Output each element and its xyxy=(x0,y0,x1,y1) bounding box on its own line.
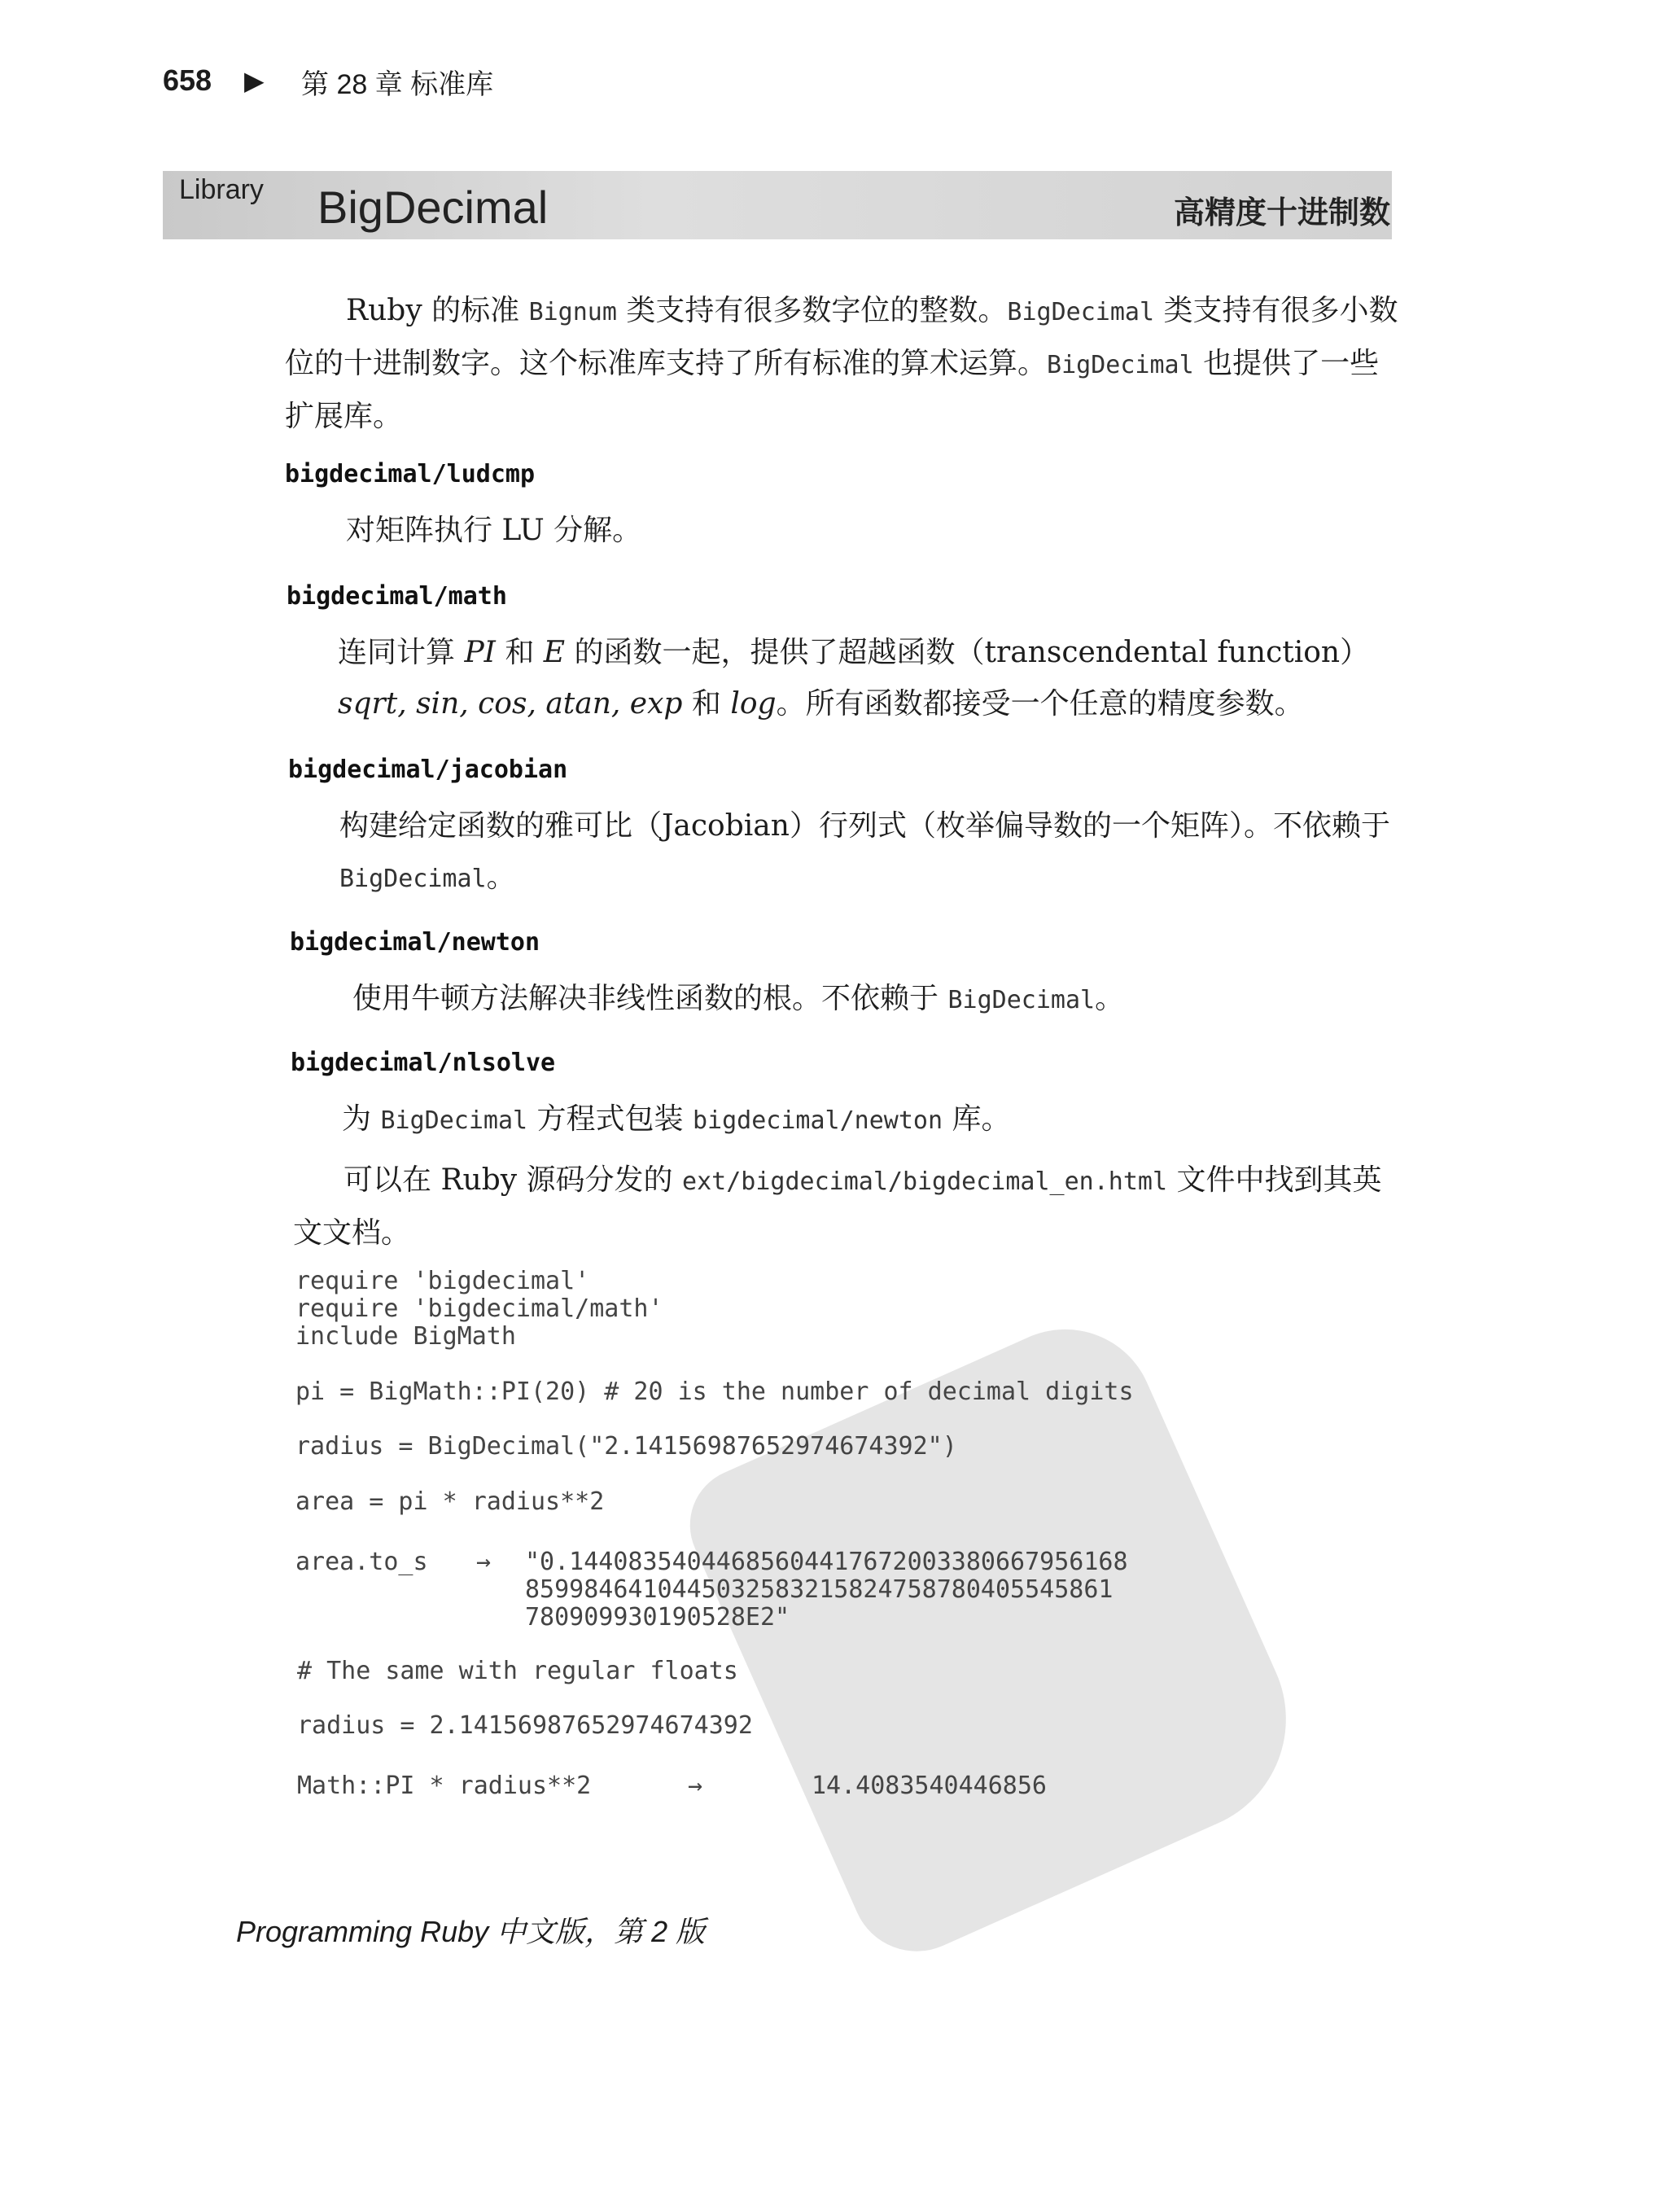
newton-text: 。 xyxy=(1095,982,1125,1015)
entry-heading-math: bigdecimal/math xyxy=(287,582,507,611)
math-text: 和 xyxy=(495,636,544,669)
code-result-arrow: → xyxy=(476,1548,492,1576)
entry-heading-nlsolve: bigdecimal/nlsolve xyxy=(291,1049,556,1077)
entry-desc-nlsolve xyxy=(342,1093,1010,1146)
code-result-arrow: → xyxy=(688,1772,703,1800)
nlsolve-code: BigDecimal xyxy=(380,1106,528,1135)
math-e: E xyxy=(543,636,566,669)
entry-heading-jacobian: bigdecimal/jacobian xyxy=(288,756,568,784)
intro-code: BigDecimal xyxy=(1047,351,1194,379)
docs-path: ext/bigdecimal/bigdecimal_en.html xyxy=(682,1167,1168,1196)
code-require-block: require 'bigdecimal' require 'bigdecimal/math' include BigMath xyxy=(295,1267,663,1351)
code-comment: # The same with regular floats xyxy=(297,1657,738,1685)
math-funcs: sqrt, sin, cos, atan, exp xyxy=(338,687,683,721)
entry-desc-newton xyxy=(352,973,1124,1026)
entry-heading-ludcmp: bigdecimal/ludcmp xyxy=(285,460,536,488)
nlsolve-text: 为 xyxy=(342,1102,381,1136)
library-subtitle: 高精度十进制数 xyxy=(1173,196,1390,230)
jacobian-text: 。 xyxy=(486,861,516,894)
page-number: 658 xyxy=(163,64,212,97)
entry-desc-math xyxy=(338,627,1404,729)
intro-code: BigDecimal xyxy=(1007,298,1155,326)
header-arrow-icon: ▶ xyxy=(244,66,265,95)
math-text: 的函数一起，提供了超越函数（transcendental function） xyxy=(565,636,1370,669)
docs-text: 文件中找到其英文文档。 xyxy=(293,1163,1382,1250)
code-to-s-expr: area.to_s xyxy=(295,1548,428,1576)
math-text: 连同计算 xyxy=(338,636,465,669)
docs-text: 可以在 Ruby 源码分发的 xyxy=(343,1163,683,1197)
code-math-result: 14.4083540446856 xyxy=(812,1772,1047,1800)
jacobian-code: BigDecimal xyxy=(339,865,487,893)
newton-text: 使用牛顿方法解决非线性函数的根。不依赖于 xyxy=(352,982,948,1015)
code-to-s-result: "0.14408354044685604417672003380667956168 85998464104450325832158247587804055458​61 780909930190528E2" xyxy=(525,1548,1128,1632)
intro-text: 类支持有很多小数位的十进制数字。这个标准库支持了所有标准的算术运算。 xyxy=(285,294,1398,380)
entry-desc-jacobian xyxy=(339,800,1406,905)
intro-text: 类支持有很多数字位的整数。 xyxy=(616,294,1008,327)
intro-text: Ruby 的标准 xyxy=(346,294,529,327)
intro-code: Bignum xyxy=(528,298,617,326)
entry-heading-newton: bigdecimal/newton xyxy=(290,928,540,957)
math-log: log xyxy=(730,687,777,721)
library-tag: Library xyxy=(179,174,264,205)
code-line-pi: pi = BigMath::PI(20) # 20 is the number of decimal digits xyxy=(295,1378,1134,1406)
newton-code: BigDecimal xyxy=(947,986,1096,1014)
intro-paragraph xyxy=(285,285,1400,442)
nlsolve-text: 方程式包装 xyxy=(527,1102,693,1136)
chapter-title: 第 28 章 标准库 xyxy=(301,69,494,100)
page-footer: Programming Ruby 中文版，第 2 版 xyxy=(236,1915,706,1948)
code-line-radius: radius = BigDecimal("2.14156987652974674392") xyxy=(295,1432,957,1461)
code-line-area: area = pi * radius**2 xyxy=(295,1487,605,1516)
entry-desc-ludcmp: 对矩阵执行 LU 分解。 xyxy=(346,514,642,547)
nlsolve-text: 库。 xyxy=(943,1102,1011,1136)
docs-paragraph xyxy=(293,1154,1408,1259)
code-line-radius-float: radius = 2.14156987652974674392 xyxy=(297,1711,753,1740)
nlsolve-code: bigdecimal/newton xyxy=(692,1106,943,1135)
math-pi: PI xyxy=(464,636,496,669)
math-text: 。所有函数都接受一个任意的精度参数。 xyxy=(776,687,1304,721)
code-math-expr: Math::PI * radius**2 xyxy=(297,1772,592,1800)
library-title: BigDecimal xyxy=(317,182,549,233)
intro-text: 也提供了一些扩展库。 xyxy=(285,347,1380,433)
math-text: 和 xyxy=(682,687,731,721)
jacobian-text: 构建给定函数的雅可比（Jacobian）行列式（枚举偏导数的一个矩阵）。不依赖于 xyxy=(339,809,1390,843)
